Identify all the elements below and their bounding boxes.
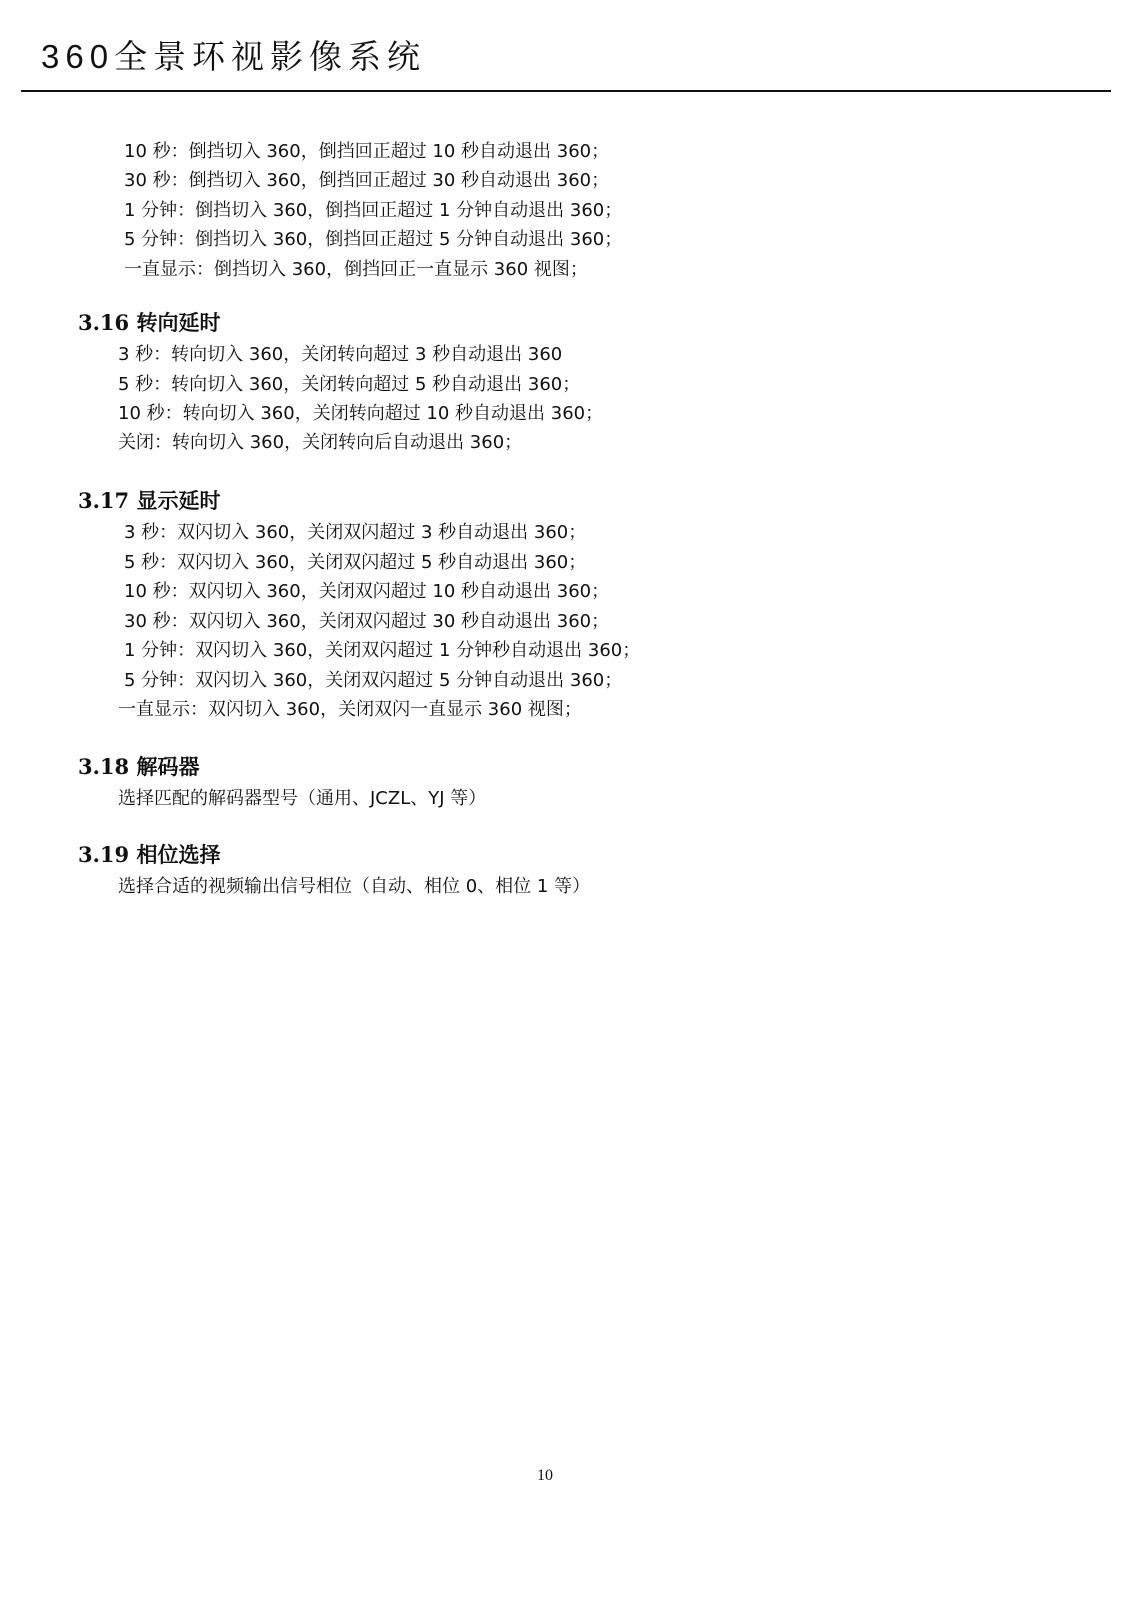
turn-delay-option: 5 秒：转向切入 360，关闭转向超过 5 秒自动退出 360； — [118, 374, 581, 395]
display-delay-option: 3 秒：双闪切入 360，关闭双闪超过 3 秒自动退出 360； — [124, 522, 587, 543]
display-delay-option: 10 秒：双闪切入 360，关闭双闪超过 10 秒自动退出 360； — [124, 581, 610, 602]
reverse-delay-option: 30 秒：倒挡切入 360，倒挡回正超过 30 秒自动退出 360； — [124, 170, 610, 191]
section-title-turn-delay: 3.16 转向延时 — [78, 310, 221, 335]
turn-delay-option: 10 秒：转向切入 360，关闭转向超过 10 秒自动退出 360； — [118, 403, 604, 424]
section-title-phase-selection: 3.19 相位选择 — [78, 842, 221, 867]
page-number: 10 — [537, 1467, 553, 1484]
reverse-delay-option: 5 分钟：倒挡切入 360，倒挡回正超过 5 分钟自动退出 360； — [124, 229, 623, 250]
section-title-decoder: 3.18 解码器 — [78, 754, 200, 779]
turn-delay-option: 3 秒：转向切入 360，关闭转向超过 3 秒自动退出 360 — [118, 344, 563, 365]
reverse-delay-option: 10 秒：倒挡切入 360，倒挡回正超过 10 秒自动退出 360； — [124, 141, 610, 162]
phase-selection-description: 选择合适的视频输出信号相位（自动、相位 0、相位 1 等） — [118, 876, 591, 897]
display-delay-option: 5 分钟：双闪切入 360，关闭双闪超过 5 分钟自动退出 360； — [124, 670, 623, 691]
turn-delay-option: 关闭：转向切入 360，关闭转向后自动退出 360； — [118, 432, 523, 453]
display-delay-option: 一直显示：双闪切入 360，关闭双闪一直显示 360 视图； — [118, 699, 582, 720]
display-delay-option: 1 分钟：双闪切入 360，关闭双闪超过 1 分钟秒自动退出 360； — [124, 640, 641, 661]
reverse-delay-option: 1 分钟：倒挡切入 360，倒挡回正超过 1 分钟自动退出 360； — [124, 200, 623, 221]
reverse-delay-option: 一直显示：倒挡切入 360，倒挡回正一直显示 360 视图； — [124, 259, 588, 280]
display-delay-option: 5 秒：双闪切入 360，关闭双闪超过 5 秒自动退出 360； — [124, 552, 587, 573]
page-header — [21, 34, 1111, 92]
page-title: 360全景环视影像系统 — [41, 38, 427, 75]
section-title-display-delay: 3.17 显示延时 — [78, 488, 221, 513]
decoder-description: 选择匹配的解码器型号（通用、JCZL、YJ 等） — [118, 788, 487, 809]
display-delay-option: 30 秒：双闪切入 360，关闭双闪超过 30 秒自动退出 360； — [124, 611, 610, 632]
